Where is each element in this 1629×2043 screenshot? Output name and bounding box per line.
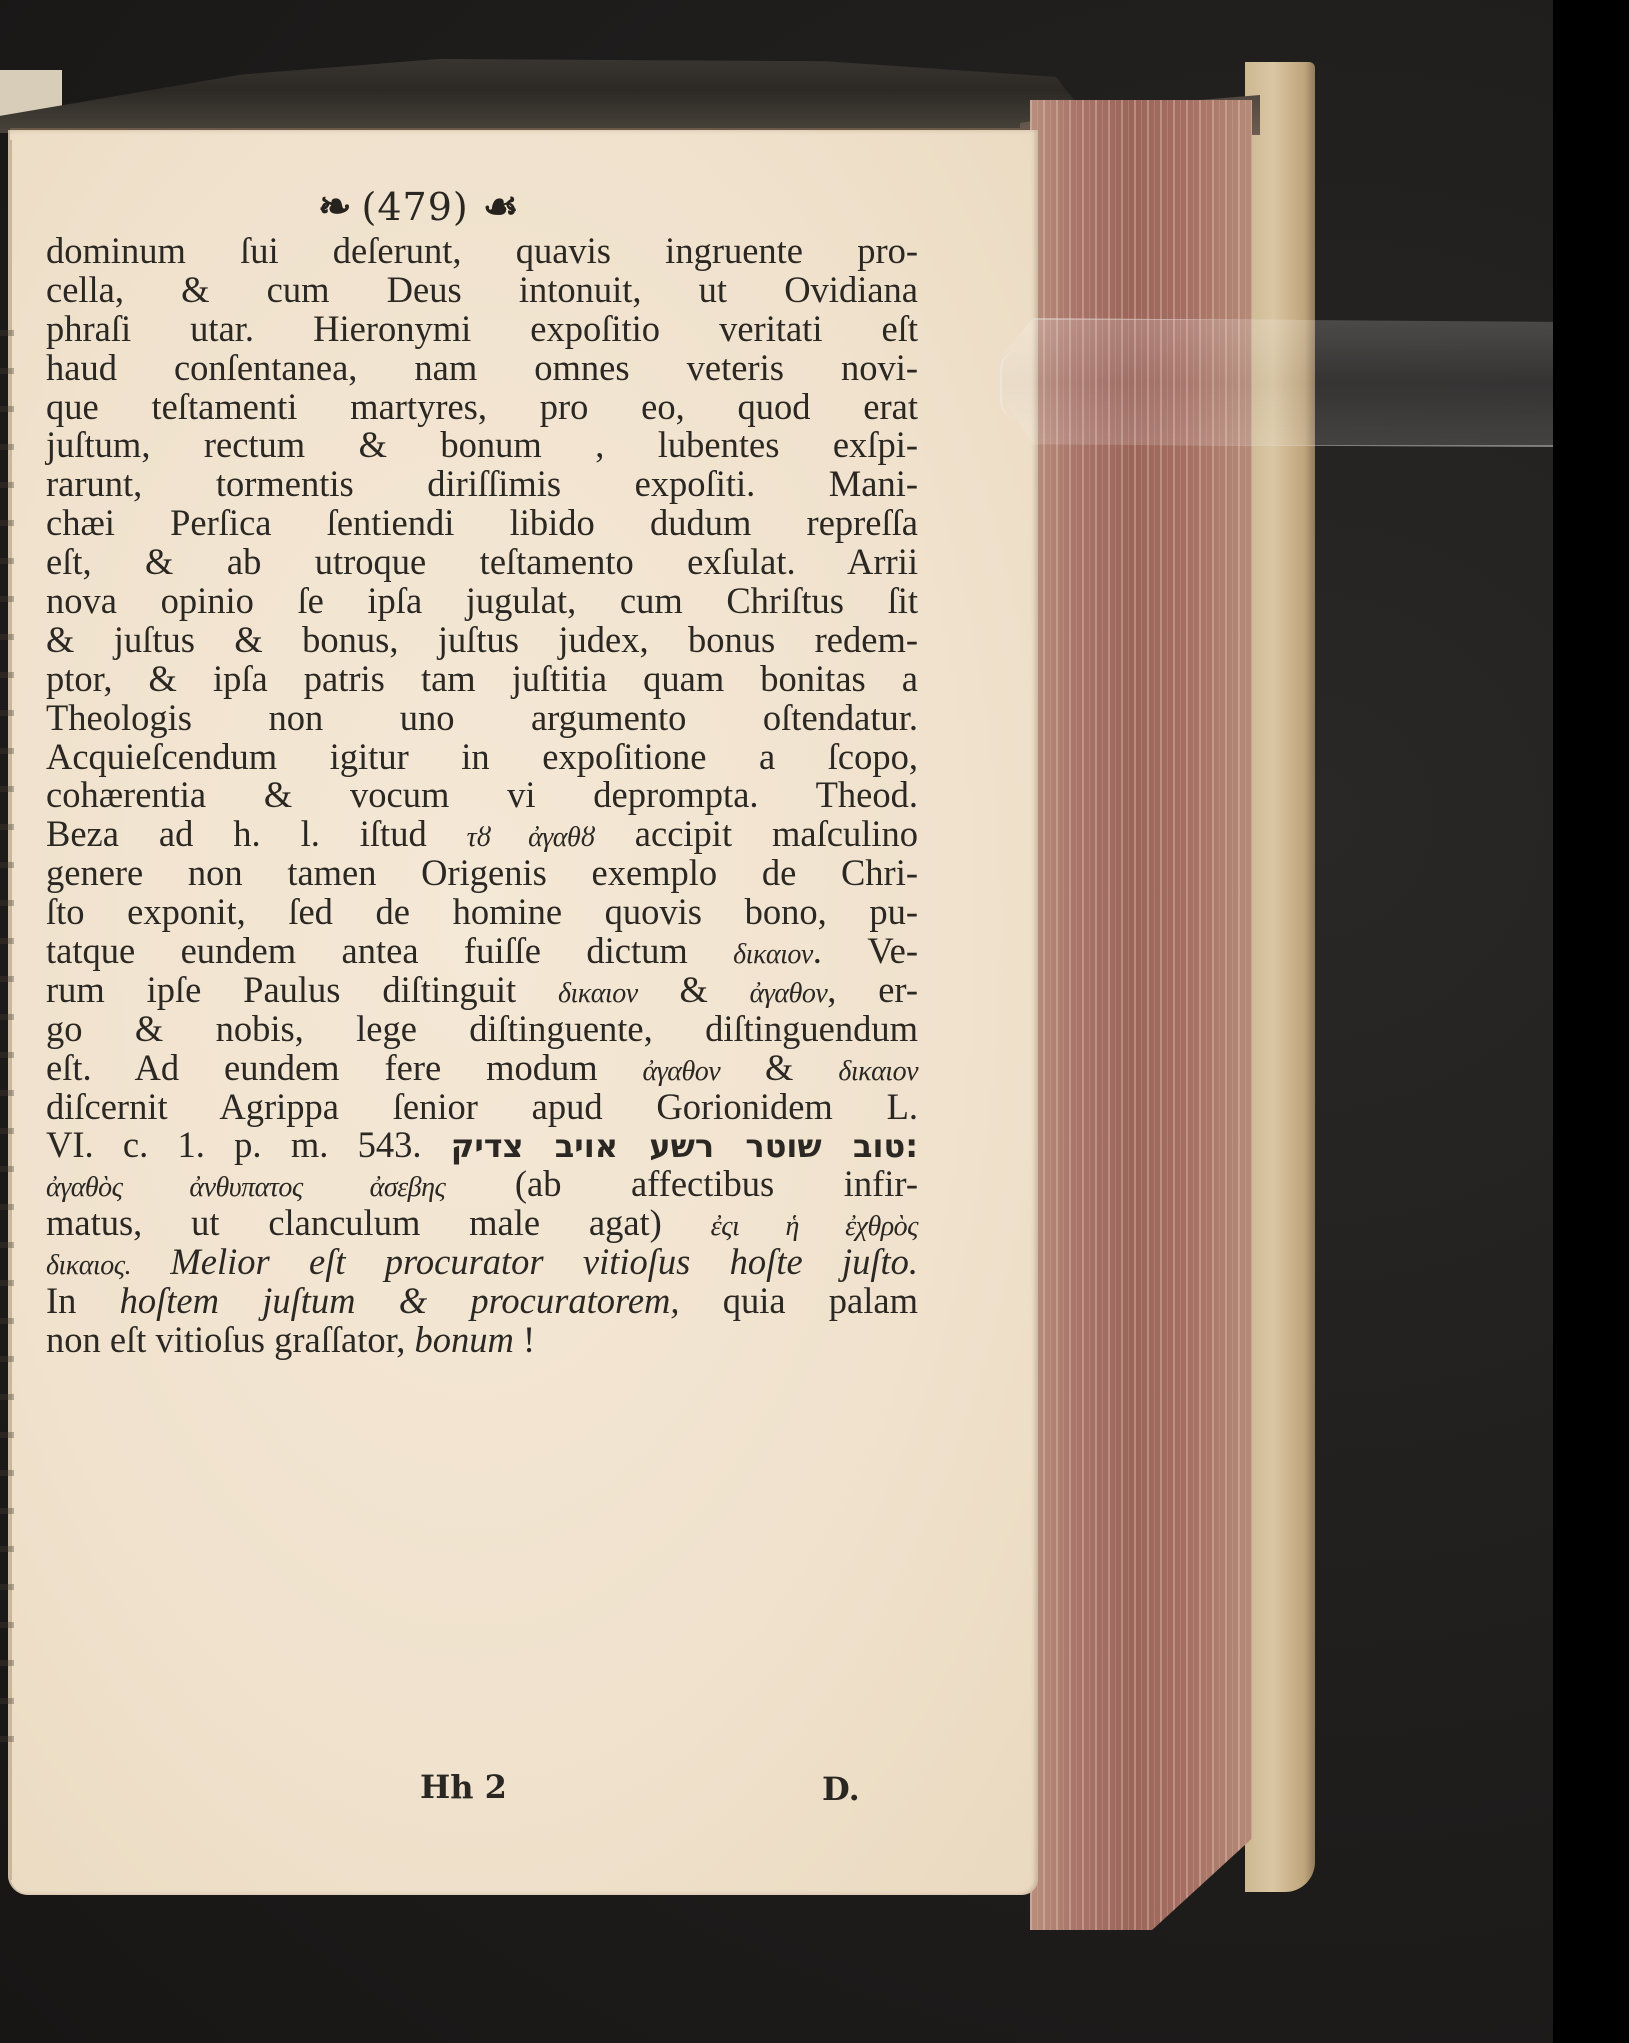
black-border-band [1553,0,1629,2043]
bookmark-tip [1000,350,1040,420]
italic-text: hoſtem juſtum & procuratorem, [119,1280,680,1322]
text-line-12: ptor, & ipſa patris tam juſtitia quam bonitas a [46,657,918,699]
text-line-2: cella, & cum Deus intonuit, ut Ovidiana [46,268,918,310]
text-line-7: rarunt, tormentis diriſſimis expoſiti. Mani- [46,463,918,505]
latin-text: Beza ad h. l. iſtud [46,813,467,855]
text-line-25 [46,1165,918,1204]
latin-text: , er- [827,968,919,1010]
latin-text: & [637,968,750,1010]
text-line-26 [46,1204,918,1243]
text-line-28 [46,1282,918,1321]
latin-text: In [46,1280,120,1322]
text-line-16 [46,815,918,854]
running-head [318,182,515,232]
text-line-8: chæi Perſica ſentiendi libido dudum repreſſa [46,502,918,544]
transparent-bookmark-strip [1000,318,1553,447]
text-line-20 [46,968,919,1010]
signature-mark: Hh 2 [420,1768,507,1806]
italic-text: bonum [414,1318,514,1360]
text-line-24 [46,1126,918,1165]
latin-text: . Ve- [812,930,918,972]
text-line-27 [46,1243,918,1282]
text-line-4: haud conſentanea, nam omnes veteris novi- [46,346,918,388]
latin-text: tatque eundem antea fuiſſe dictum [46,930,734,972]
greek-text: δικαιον [838,1055,918,1087]
text-line-5: que teſtamenti martyres, pro eo, quod erat [46,385,918,427]
latin-text: accipit maſculino [594,813,918,855]
greek-text: ἀγαθον [642,1055,721,1087]
show-through-left-margin [0,330,14,1750]
greek-text: ἐςι ἡ ἐχθρὸς [710,1211,918,1243]
text-line-10: nova opinio ſe ipſa jugulat, cum Chriſtus ſit [46,580,918,622]
hebrew-text: :טוב שוטר רשע אויב צדיק [450,1127,919,1166]
latin-text: (ab affectibus infir- [445,1163,918,1205]
body-text [46,232,918,1360]
fleuron-left-icon: ❧ [318,183,348,230]
text-line-3: phraſi utar. Hieronymi expoſitio veritati eſt [46,307,918,349]
fleuron-right-icon: ☙ [482,183,515,230]
text-line-14: Acquieſcendum igitur in expoſitione a ſcopo, [46,735,918,777]
catchword: D. [822,1770,860,1808]
greek-text: δικαιος. [46,1250,132,1282]
greek-text: ἀγαθὸς ἀνθυπατος ἀσεβης [46,1172,446,1204]
text-line-15: cohærentia & vocum vi deprompta. Theod. [46,774,918,816]
greek-text: ἀγαθον [749,977,828,1009]
greek-text: δικαιον [558,977,638,1009]
latin-text: matus, ut clanculum male agat) [46,1202,711,1244]
text-line-23: diſcernit Agrippa ſenior apud Gorionidem L. [46,1085,918,1127]
latin-text: ! [513,1318,536,1360]
text-line-1: dominum ſui deſerunt, quavis ingruente pro- [46,230,918,271]
text-line-11: & juſtus & bonus, juſtus judex, bonus redem- [46,618,918,660]
latin-text: eſt. Ad eundem fere modum [46,1046,643,1088]
latin-text: quia palam [679,1280,918,1322]
text-line-9: eſt, & ab utroque teſtamento exſulat. Arrii [46,541,918,583]
greek-text: τȣ ἀγαθȣ [466,822,595,854]
latin-text: non eſt vitioſus graſſator, [46,1318,415,1360]
latin-text: rum ipſe Paulus diſtinguit [46,968,558,1010]
text-line-19 [46,932,918,971]
latin-text: VI. c. 1. p. m. 543. [46,1124,451,1166]
text-line-17: genere non tamen Origenis exemplo de Chri- [46,852,918,894]
latin-text: & [720,1046,839,1088]
text-line-6: juſtum, rectum & bonum , lubentes exſpi- [46,424,918,466]
italic-text: Melior eſt procurator vitioſus hoſte juſto. [131,1241,918,1283]
page-number: (479) [361,185,469,229]
text-line-18: ſto exponit, ſed de homine quovis bono, pu- [46,891,918,933]
text-line-13: Theologis non uno argumento oſtendatur. [46,696,918,738]
text-line-21: go & nobis, lege diſtinguente, diſtinguendum [46,1007,918,1049]
greek-text: δικαιον [733,939,813,971]
text-line-22 [46,1046,918,1088]
text-line-29 [46,1318,918,1360]
